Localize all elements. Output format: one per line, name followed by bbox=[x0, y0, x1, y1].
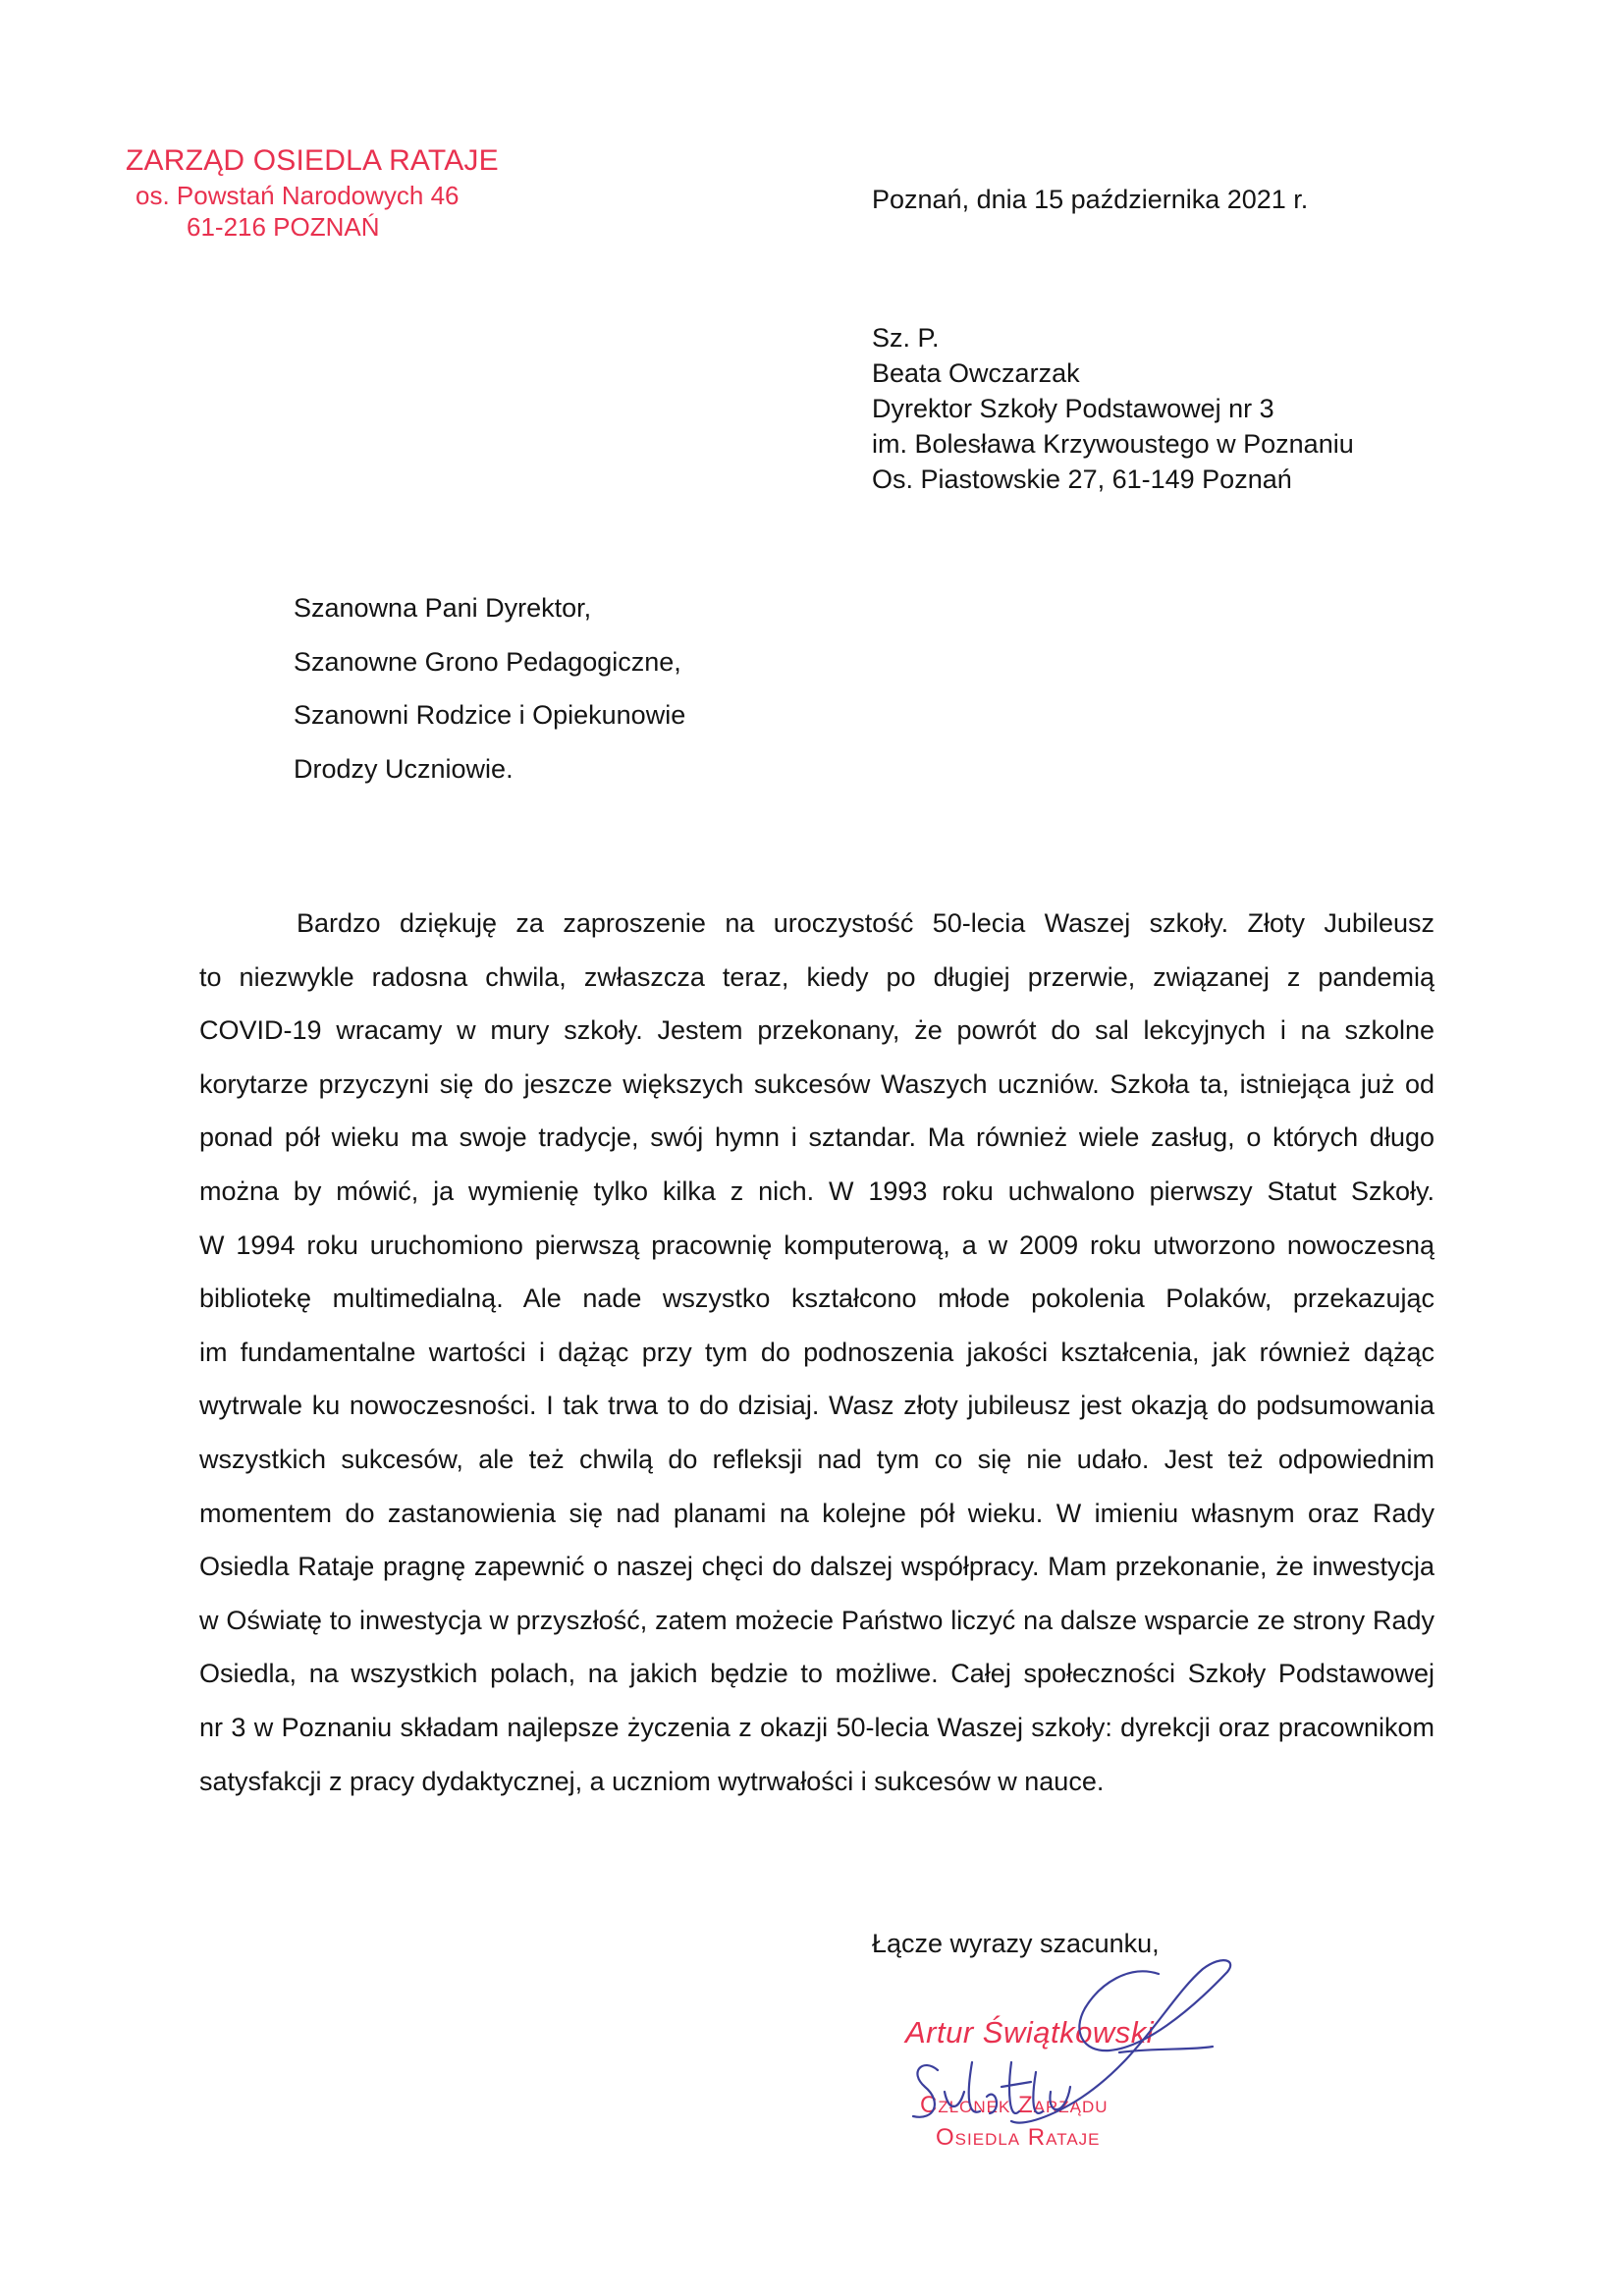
body-line: W 1994 roku uruchomiono pierwszą pracownię komputerową, a w 2009 roku utworzono nowoczesną bbox=[199, 1230, 1435, 1260]
closing-phrase: Łącze wyrazy szacunku, bbox=[872, 1929, 1160, 1958]
body-line: to niezwykle radosna chwila, zwłaszcza teraz, kiedy po długiej przerwie, związanej z pandemią bbox=[199, 961, 1435, 992]
body-line: nr 3 w Poznaniu składam najlepsze życzenia z okazji 50-lecia Waszej szkoły: dyrekcji oraz pracownikom bbox=[199, 1712, 1435, 1742]
recipient-line: Dyrektor Szkoły Podstawowej nr 3 bbox=[872, 394, 1274, 423]
body-line: ponad pół wieku ma swoje tradycje, swój hymn i sztandar. Ma również wiele zasług, o których długo bbox=[199, 1122, 1435, 1153]
body-line: bibliotekę multimedialną. Ale nade wszystko kształcono młode pokolenia Polaków, przekazując bbox=[199, 1284, 1435, 1314]
salutation bbox=[294, 581, 685, 795]
recipient-address bbox=[872, 320, 1354, 497]
stamp-org-name: ZARZĄD OSIEDLA RATAJE bbox=[126, 144, 499, 177]
signatory-organization: Osiedla Rataje bbox=[936, 2124, 1101, 2151]
date-line: Poznań, dnia 15 października 2021 r. bbox=[872, 185, 1309, 214]
recipient-line: Sz. P. bbox=[872, 323, 940, 353]
salutation-line: Drodzy Uczniowie. bbox=[294, 753, 514, 784]
salutation-line: Szanowne Grono Pedagogiczne, bbox=[294, 646, 681, 677]
body-line: Osiedla, na wszystkich polach, na jakich będzie to możliwe. Całej społeczności Szkoły Podstawowej bbox=[199, 1659, 1435, 1689]
body-line: korytarze przyczyni się do jeszcze większych sukcesów Waszych uczniów. Szkoła ta, istniejąca już od bbox=[199, 1068, 1435, 1099]
body-line: można by mówić, ja wymienię tylko kilka z nich. W 1993 roku uchwalono pierwszy Statut Szkoły. bbox=[199, 1175, 1435, 1206]
signature-stroke bbox=[913, 2062, 1070, 2117]
body-line: w Oświatę to inwestycja w przyszłość, zatem możecie Państwo liczyć na dalsze wsparcie ze strony Rady bbox=[199, 1605, 1435, 1635]
body-line: Bardzo dziękuję za zaproszenie na uroczystość 50-lecia Waszej szkoły. Złoty Jubileusz bbox=[297, 908, 1435, 938]
recipient-line: Os. Piastowskie 27, 61-149 Poznań bbox=[872, 465, 1292, 494]
handwritten-signature bbox=[864, 1925, 1257, 2160]
body-line: satysfakcji z pracy dydaktycznej, a uczniom wytrwałości i sukcesów w nauce. bbox=[199, 1766, 1105, 1796]
recipient-line: im. Bolesława Krzywoustego w Poznaniu bbox=[872, 429, 1354, 459]
stamp-street: os. Powstań Narodowych 46 bbox=[135, 181, 460, 210]
body-line: im fundamentalne wartości i dążąc przy tym do podnoszenia jakości kształcenia, jak również dążąc bbox=[199, 1337, 1435, 1367]
signatory-name: Artur Świątkowski bbox=[905, 2015, 1155, 2050]
stamp-postcode-city: 61-216 POZNAŃ bbox=[187, 212, 380, 242]
signature-stroke bbox=[1119, 2047, 1213, 2052]
body-line: wytrwale ku nowoczesności. I tak trwa to do dzisiaj. Wasz złoty jubileusz jest okazją do podsumowania bbox=[199, 1391, 1435, 1421]
body-line: COVID-19 wracamy w mury szkoły. Jestem przekonany, że powrót do sal lekcyjnych i na szkolne bbox=[199, 1015, 1435, 1046]
body-line: Osiedla Rataje pragnę zapewnić o naszej chęci do dalszej współpracy. Mam przekonanie, że inwestycja bbox=[199, 1552, 1435, 1582]
signatory-role: Członek Zarządu bbox=[920, 2092, 1109, 2118]
letter-body bbox=[199, 897, 1435, 1808]
body-line: momentem do zastanowienia się nad planami na kolejne pół wieku. W imieniu własnym oraz Rady bbox=[199, 1498, 1435, 1528]
salutation-line: Szanowni Rodzice i Opiekunowie bbox=[294, 700, 686, 730]
signature-stroke bbox=[1011, 1960, 1230, 2122]
recipient-line: Beata Owczarzak bbox=[872, 358, 1080, 388]
body-line: wszystkich sukcesów, ale też chwilą do refleksji nad tym co się nie udało. Jest też odpowiednim bbox=[199, 1444, 1435, 1474]
salutation-line: Szanowna Pani Dyrektor, bbox=[294, 593, 592, 623]
